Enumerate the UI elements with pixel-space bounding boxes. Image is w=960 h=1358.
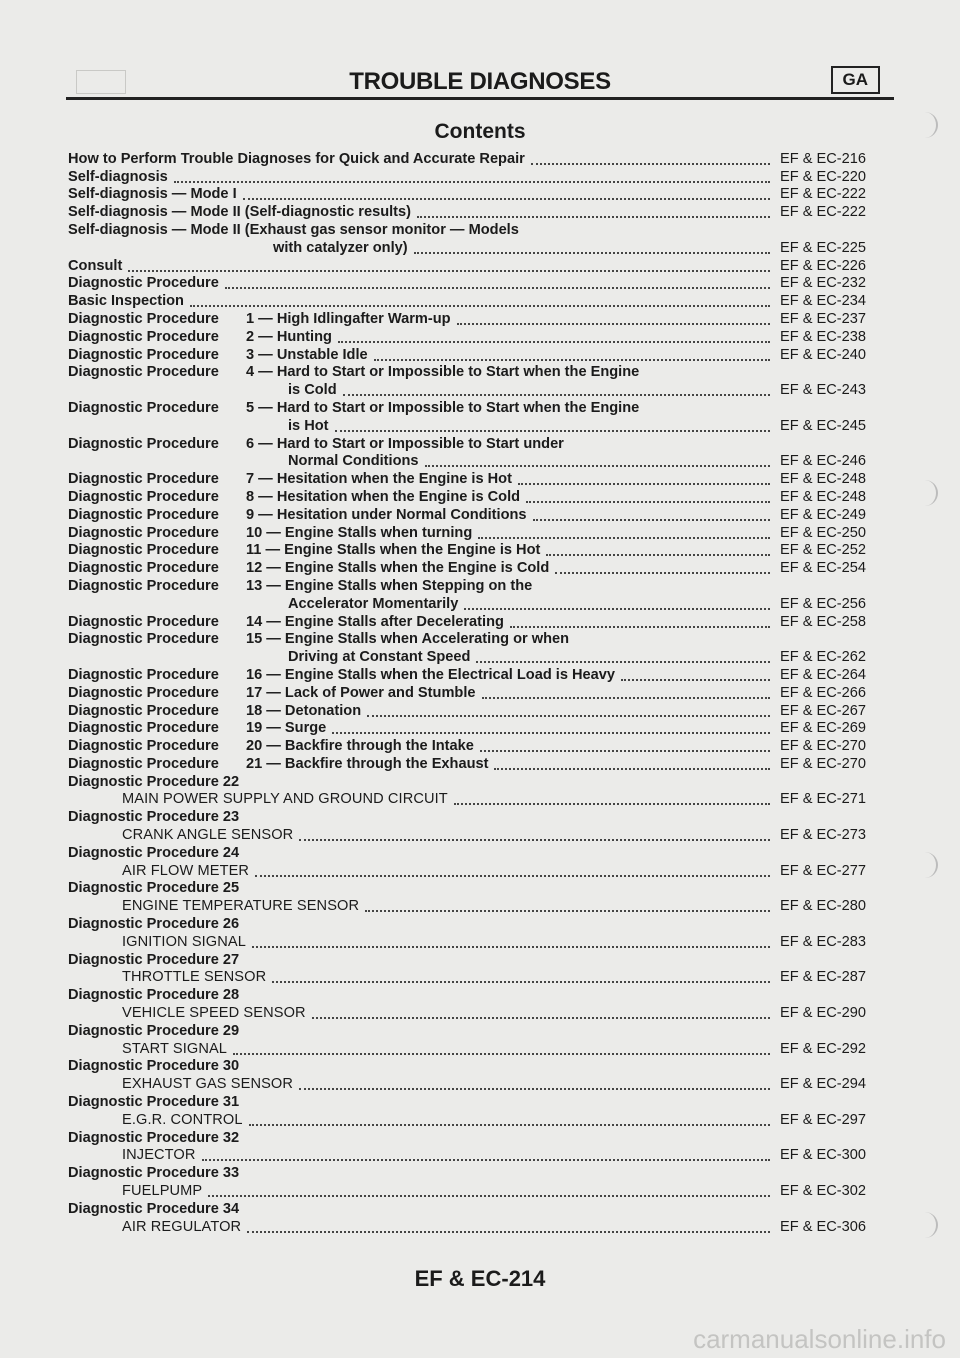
dot-leader [464, 598, 770, 610]
toc-entry[interactable] [68, 292, 894, 310]
toc-entry[interactable] [68, 346, 894, 364]
entry-title: 15 — Engine Stalls when Accelerating or when [246, 631, 570, 648]
entry-title: Basic Inspection [68, 293, 184, 310]
dot-leader [252, 936, 770, 948]
entry-title: Self-diagnosis — Mode I [68, 186, 237, 203]
procedure-label: Diagnostic Procedure [68, 488, 219, 505]
entry-title: 9 — Hesitation under Normal Conditions [246, 506, 527, 523]
dot-leader [247, 1221, 770, 1233]
dot-leader [202, 1149, 770, 1161]
page-reference: EF & EC-237 [780, 310, 866, 327]
procedure-label: Diagnostic Procedure [68, 666, 219, 683]
entry-title: 17 — Lack of Power and Stumble [246, 684, 476, 701]
dot-leader [343, 384, 770, 396]
procedure-label: Diagnostic Procedure [68, 542, 219, 559]
page-reference: EF & EC-262 [780, 649, 866, 666]
entry-title: 5 — Hard to Start or Impossible to Start when the Engine [246, 399, 640, 416]
entry-subtitle: THROTTLE SENSOR [122, 969, 267, 986]
entry-title: 7 — Hesitation when the Engine is Hot [246, 471, 512, 488]
toc-entry[interactable] [68, 524, 894, 542]
toc-entry[interactable] [68, 755, 894, 773]
contents-heading: Contents [434, 120, 526, 143]
entry-title: Diagnostic Procedure 30 [68, 1058, 240, 1075]
entry-title: 13 — Engine Stalls when Stepping on the [246, 577, 533, 594]
dot-leader [425, 455, 770, 467]
dot-leader [233, 1043, 770, 1055]
page-reference: EF & EC-226 [780, 257, 866, 274]
dot-leader [457, 313, 770, 325]
toc-entry[interactable] [68, 435, 894, 453]
dot-leader [255, 865, 770, 877]
toc-entry[interactable] [68, 399, 894, 417]
toc-entry[interactable] [68, 1164, 894, 1182]
procedure-label: Diagnostic Procedure [68, 471, 219, 488]
entry-title: Consult [68, 257, 123, 274]
dot-leader [312, 1007, 770, 1019]
toc-entry[interactable] [68, 239, 894, 257]
procedure-label: Diagnostic Procedure [68, 346, 219, 363]
entry-title: 21 — Backfire through the Exhaust [246, 755, 489, 772]
page-reference: EF & EC-216 [780, 150, 866, 167]
page-reference: EF & EC-270 [780, 738, 866, 755]
page-reference: EF & EC-246 [780, 453, 866, 470]
entry-title: Self-diagnosis [68, 168, 168, 185]
dot-leader [480, 740, 770, 752]
page-reference: EF & EC-234 [780, 293, 866, 310]
dot-leader [533, 509, 770, 521]
procedure-label: Diagnostic Procedure [68, 560, 219, 577]
entry-title: 14 — Engine Stalls after Decelerating [246, 613, 504, 630]
dot-leader [414, 242, 770, 254]
toc-entry[interactable] [68, 1111, 894, 1129]
toc-entry[interactable] [68, 915, 894, 933]
toc-entry[interactable] [68, 631, 894, 649]
toc-entry[interactable] [68, 1093, 894, 1111]
toc-entry[interactable] [68, 328, 894, 346]
toc-entry[interactable] [68, 737, 894, 755]
entry-title: Diagnostic Procedure 26 [68, 916, 240, 933]
entry-title: 19 — Surge [246, 720, 327, 737]
toc-entry[interactable] [68, 1129, 894, 1147]
procedure-label: Diagnostic Procedure [68, 738, 219, 755]
entry-subtitle: ENGINE TEMPERATURE SENSOR [122, 898, 360, 915]
page-reference: EF & EC-258 [780, 613, 866, 630]
page-header [66, 66, 894, 100]
dot-leader [332, 722, 770, 734]
procedure-label: Diagnostic Procedure [68, 613, 219, 630]
toc-entry[interactable] [68, 613, 894, 631]
entry-title-continued: is Cold [288, 382, 337, 399]
watermark: carmanualsonline.info [693, 1324, 946, 1354]
page-reference: EF & EC-250 [780, 524, 866, 541]
entry-title-continued: Accelerator Momentarily [288, 595, 459, 612]
toc-entry[interactable] [68, 595, 894, 613]
entry-subtitle: FUELPUMP [122, 1183, 203, 1200]
entry-title: Diagnostic Procedure 29 [68, 1022, 240, 1039]
procedure-label: Diagnostic Procedure [68, 702, 219, 719]
toc-entry[interactable] [68, 951, 894, 969]
toc-entry[interactable] [68, 791, 894, 809]
toc-entry[interactable] [68, 1200, 894, 1218]
page-reference: EF & EC-266 [780, 684, 866, 701]
toc-entry[interactable] [68, 417, 894, 435]
entry-title: Diagnostic Procedure 31 [68, 1094, 240, 1111]
toc-entry[interactable] [68, 168, 894, 186]
dot-leader [243, 188, 770, 200]
dot-leader [338, 331, 770, 343]
toc-entry[interactable] [68, 1218, 894, 1236]
page-number: EF & EC-214 [414, 1266, 546, 1291]
entry-title: Diagnostic Procedure [68, 275, 219, 292]
page-reference: EF & EC-225 [780, 239, 866, 256]
page-reference: EF & EC-283 [780, 933, 866, 950]
toc-entry[interactable] [68, 381, 894, 399]
entry-subtitle: INJECTOR [122, 1147, 196, 1164]
procedure-label: Diagnostic Procedure [68, 328, 219, 345]
page-reference: EF & EC-277 [780, 862, 866, 879]
entry-subtitle: MAIN POWER SUPPLY AND GROUND CIRCUIT [122, 791, 448, 808]
entry-title: 10 — Engine Stalls when turning [246, 524, 473, 541]
procedure-label: Diagnostic Procedure [68, 755, 219, 772]
dot-leader [365, 900, 770, 912]
toc-entry[interactable] [68, 542, 894, 560]
entry-subtitle: EXHAUST GAS SENSOR [122, 1076, 294, 1093]
dot-leader [510, 616, 770, 628]
entry-title: 16 — Engine Stalls when the Electrical Load is Heavy [246, 666, 616, 683]
dot-leader [476, 651, 770, 663]
toc-entry[interactable] [68, 186, 894, 204]
page-reference: EF & EC-249 [780, 506, 866, 523]
page-reference: EF & EC-232 [780, 275, 866, 292]
dot-leader [546, 544, 770, 556]
toc-entry[interactable] [68, 702, 894, 720]
toc-entry[interactable] [68, 559, 894, 577]
procedure-label: Diagnostic Procedure [68, 399, 219, 416]
entry-title: 1 — High Idlingafter Warm-up [246, 310, 451, 327]
page-reference: EF & EC-256 [780, 595, 866, 612]
toc-entry[interactable] [68, 862, 894, 880]
procedure-label: Diagnostic Procedure [68, 720, 219, 737]
entry-subtitle: AIR REGULATOR [122, 1218, 242, 1235]
procedure-label: Diagnostic Procedure [68, 684, 219, 701]
page-reference: EF & EC-220 [780, 168, 866, 185]
procedure-label: Diagnostic Procedure [68, 310, 219, 327]
toc-entry[interactable] [68, 1040, 894, 1058]
table-of-contents [68, 150, 894, 1236]
page-reference: EF & EC-222 [780, 204, 866, 221]
toc-entry[interactable] [68, 275, 894, 293]
toc-entry[interactable] [68, 1004, 894, 1022]
page-reference: EF & EC-273 [780, 827, 866, 844]
entry-title: 12 — Engine Stalls when the Engine is Cold [246, 560, 550, 577]
toc-entry[interactable] [68, 1075, 894, 1093]
dot-leader [494, 758, 770, 770]
toc-entry[interactable] [68, 933, 894, 951]
page-reference: EF & EC-252 [780, 542, 866, 559]
toc-entry[interactable] [68, 364, 894, 382]
dot-leader [526, 491, 770, 503]
dot-leader [531, 153, 770, 165]
toc-entry[interactable] [68, 880, 894, 898]
dot-leader [174, 171, 770, 183]
dot-leader [225, 277, 770, 289]
page-reference: EF & EC-267 [780, 702, 866, 719]
entry-title: Diagnostic Procedure 33 [68, 1165, 240, 1182]
procedure-label: Diagnostic Procedure [68, 364, 219, 381]
toc-entry[interactable] [68, 897, 894, 915]
dot-leader [417, 206, 770, 218]
page-reference: EF & EC-248 [780, 471, 866, 488]
toc-entry[interactable] [68, 1058, 894, 1076]
binder-hole-mark [920, 480, 938, 506]
page-reference: EF & EC-297 [780, 1111, 866, 1128]
toc-entry[interactable] [68, 203, 894, 221]
entry-subtitle: IGNITION SIGNAL [122, 933, 246, 950]
dot-leader [555, 562, 770, 574]
page-reference: EF & EC-271 [780, 791, 866, 808]
toc-entry[interactable] [68, 969, 894, 987]
dot-leader [190, 295, 770, 307]
page-reference: EF & EC-240 [780, 346, 866, 363]
entry-title-continued: is Hot [288, 417, 329, 434]
entry-title: 3 — Unstable Idle [246, 346, 368, 363]
entry-title: Self-diagnosis — Mode II (Exhaust gas sensor monitor — Models [68, 221, 519, 238]
dot-leader [299, 829, 770, 841]
binder-hole-mark [920, 1212, 938, 1238]
page-reference: EF & EC-280 [780, 898, 866, 915]
dot-leader [367, 705, 770, 717]
dot-leader [335, 420, 770, 432]
procedure-label: Diagnostic Procedure [68, 577, 219, 594]
toc-entry[interactable] [68, 150, 894, 168]
entry-title: Diagnostic Procedure 34 [68, 1200, 240, 1217]
entry-title: 4 — Hard to Start or Impossible to Start when the Engine [246, 364, 640, 381]
toc-entry[interactable] [68, 808, 894, 826]
binder-hole-mark [920, 852, 938, 878]
page-reference: EF & EC-269 [780, 720, 866, 737]
page-reference: EF & EC-243 [780, 382, 866, 399]
toc-entry[interactable] [68, 986, 894, 1004]
entry-title: Diagnostic Procedure 23 [68, 809, 240, 826]
page-reference: EF & EC-245 [780, 417, 866, 434]
dot-leader [621, 669, 770, 681]
toc-entry[interactable] [68, 844, 894, 862]
entry-subtitle: AIR FLOW METER [122, 862, 250, 879]
entry-title: How to Perform Trouble Diagnoses for Quick and Accurate Repair [68, 150, 525, 167]
entry-subtitle: CRANK ANGLE SENSOR [122, 827, 294, 844]
toc-entry[interactable] [68, 257, 894, 275]
entry-title: 11 — Engine Stalls when the Engine is Hot [246, 542, 541, 559]
page-reference: EF & EC-270 [780, 755, 866, 772]
procedure-label: Diagnostic Procedure [68, 631, 219, 648]
toc-entry[interactable] [68, 648, 894, 666]
entry-title: 6 — Hard to Start or Impossible to Start under [246, 435, 564, 452]
toc-entry[interactable] [68, 720, 894, 738]
dot-leader [478, 527, 770, 539]
entry-title-continued: Normal Conditions [288, 453, 419, 470]
toc-entry[interactable] [68, 577, 894, 595]
entry-title: 18 — Detonation [246, 702, 362, 719]
page-reference: EF & EC-294 [780, 1076, 866, 1093]
entry-title: Diagnostic Procedure 22 [68, 773, 240, 790]
header-rule [66, 97, 894, 100]
entry-title-continued: with catalyzer only) [273, 239, 408, 256]
toc-entry[interactable] [68, 1182, 894, 1200]
entry-subtitle: VEHICLE SPEED SENSOR [122, 1005, 306, 1022]
entry-title: 20 — Backfire through the Intake [246, 738, 474, 755]
page-reference: EF & EC-292 [780, 1040, 866, 1057]
page-reference: EF & EC-302 [780, 1183, 866, 1200]
page-reference: EF & EC-238 [780, 328, 866, 345]
page-reference: EF & EC-306 [780, 1218, 866, 1235]
toc-entry[interactable] [68, 1147, 894, 1165]
toc-entry[interactable] [68, 470, 894, 488]
dot-leader [374, 349, 770, 361]
toc-entry[interactable] [68, 453, 894, 471]
toc-entry[interactable] [68, 310, 894, 328]
page-reference: EF & EC-222 [780, 186, 866, 203]
entry-title: Diagnostic Procedure 32 [68, 1129, 240, 1146]
dot-leader [454, 793, 770, 805]
dot-leader [518, 473, 770, 485]
dot-leader [299, 1078, 770, 1090]
dot-leader [272, 971, 770, 983]
entry-subtitle: START SIGNAL [122, 1040, 228, 1057]
toc-entry[interactable] [68, 826, 894, 844]
procedure-label: Diagnostic Procedure [68, 435, 219, 452]
entry-title: Diagnostic Procedure 25 [68, 880, 240, 897]
page-reference: EF & EC-248 [780, 488, 866, 505]
procedure-label: Diagnostic Procedure [68, 524, 219, 541]
section-title: TROUBLE DIAGNOSES [349, 68, 611, 95]
dot-leader [249, 1114, 770, 1126]
toc-entry[interactable] [68, 488, 894, 506]
toc-entry[interactable] [68, 1022, 894, 1040]
entry-title-continued: Driving at Constant Speed [288, 649, 471, 666]
toc-entry[interactable] [68, 221, 894, 239]
procedure-label: Diagnostic Procedure [68, 506, 219, 523]
dot-leader [128, 260, 770, 272]
entry-title: Diagnostic Procedure 28 [68, 987, 240, 1004]
page-reference: EF & EC-287 [780, 969, 866, 986]
engine-code-badge: GA [831, 66, 881, 94]
entry-title: Diagnostic Procedure 24 [68, 844, 240, 861]
entry-title: 8 — Hesitation when the Engine is Cold [246, 488, 521, 505]
toc-entry[interactable] [68, 506, 894, 524]
entry-subtitle: E.G.R. CONTROL [122, 1111, 243, 1128]
toc-entry[interactable] [68, 773, 894, 791]
entry-title: 2 — Hunting [246, 328, 332, 345]
page-reference: EF & EC-254 [780, 560, 866, 577]
dot-leader [482, 687, 770, 699]
toc-entry[interactable] [68, 666, 894, 684]
dot-leader [208, 1185, 770, 1197]
page-reference: EF & EC-264 [780, 666, 866, 683]
entry-title: Self-diagnosis — Mode II (Self-diagnostic results) [68, 204, 411, 221]
entry-title: Diagnostic Procedure 27 [68, 951, 240, 968]
page-reference: EF & EC-290 [780, 1005, 866, 1022]
page-reference: EF & EC-300 [780, 1147, 866, 1164]
toc-entry[interactable] [68, 684, 894, 702]
